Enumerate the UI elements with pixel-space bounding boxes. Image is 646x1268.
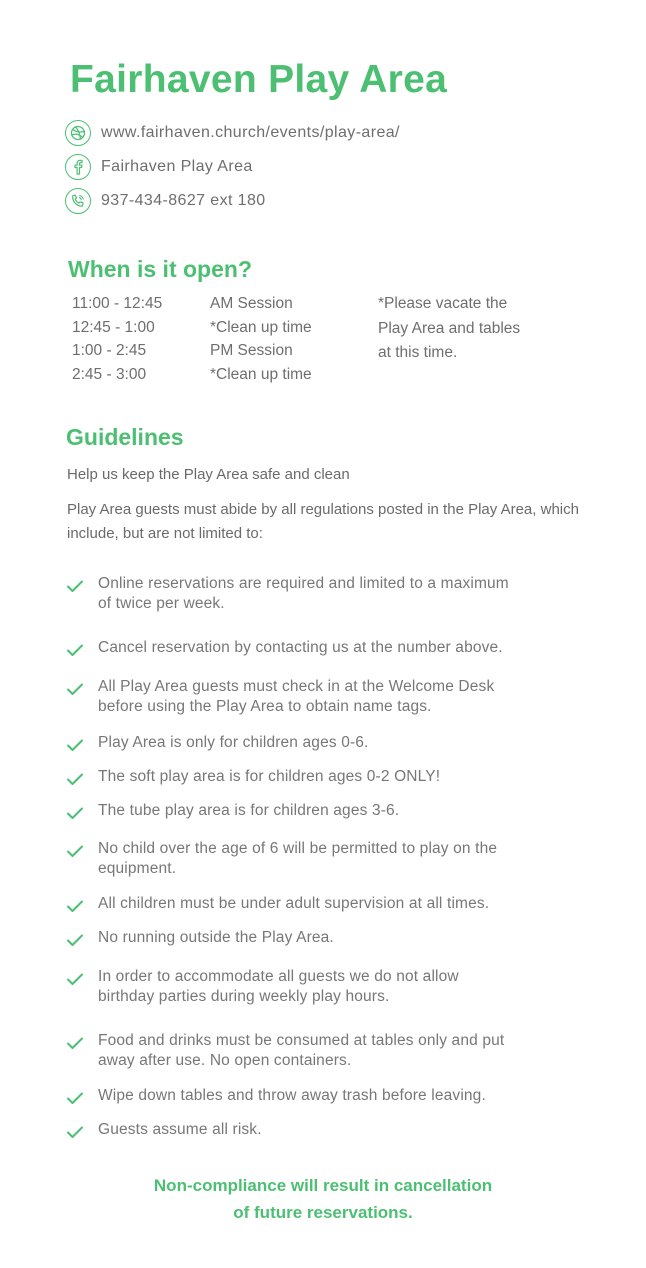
guideline-item <box>66 801 596 821</box>
facebook-link[interactable]: Fairhaven Play Area <box>101 158 253 175</box>
contact-info <box>65 116 400 218</box>
phone-row[interactable] <box>65 184 400 218</box>
compliance-notice <box>0 1172 646 1226</box>
guideline-item <box>66 638 596 658</box>
guideline-text <box>98 1031 504 1071</box>
hours-heading: When is it open? <box>68 256 252 282</box>
guideline-text <box>98 928 334 948</box>
guideline-line: The soft play area is for children ages 0-2 ONLY! <box>98 768 441 785</box>
hours-time: 12:45 - 1:00 <box>72 318 155 336</box>
guideline-item <box>66 928 596 948</box>
check-icon <box>66 1036 84 1050</box>
guideline-item <box>66 894 596 914</box>
hours-label: *Clean up time <box>210 365 312 383</box>
guideline-item <box>66 574 596 614</box>
guideline-text <box>98 733 369 753</box>
check-icon <box>66 806 84 820</box>
guideline-text <box>98 967 459 1007</box>
guideline-item <box>66 767 596 787</box>
guideline-line: Food and drinks must be consumed at tables only and put <box>98 1032 505 1049</box>
hours-label: AM Session <box>210 295 293 312</box>
check-icon <box>66 1125 84 1139</box>
check-icon <box>66 844 84 858</box>
guideline-line: All Play Area guests must check in at the Welcome Desk <box>98 678 495 695</box>
guideline-text <box>98 1120 262 1140</box>
hours-label: *Clean up time <box>210 318 312 336</box>
hours-note-line: Play Area and tables <box>378 319 521 337</box>
guideline-line: In order to accommodate all guests we do not allow <box>98 968 459 985</box>
guideline-line: Guests assume all risk. <box>98 1121 262 1138</box>
guideline-line: No child over the age of 6 will be permitted to play on the <box>98 840 498 857</box>
check-icon <box>66 738 84 752</box>
guideline-text <box>98 1086 486 1106</box>
guideline-item <box>66 839 596 879</box>
guideline-line: Play Area is only for children ages 0-6. <box>98 734 369 751</box>
guideline-text <box>98 638 503 658</box>
guideline-text <box>98 574 509 614</box>
guideline-line: away after use. No open containers. <box>98 1052 352 1069</box>
guideline-item <box>66 1120 596 1140</box>
guideline-line: equipment. <box>98 860 177 877</box>
compliance-line: of future reservations. <box>233 1203 413 1222</box>
hours-time: 2:45 - 3:00 <box>72 365 147 383</box>
check-icon <box>66 772 84 786</box>
guideline-line: No running outside the Play Area. <box>98 929 334 946</box>
globe-icon <box>65 120 91 146</box>
guideline-line: birthday parties during weekly play hours. <box>98 988 390 1005</box>
website-row[interactable] <box>65 116 400 150</box>
guideline-text <box>98 677 494 717</box>
guideline-item <box>66 677 596 717</box>
guideline-text <box>98 839 497 879</box>
guideline-line: of twice per week. <box>98 595 225 612</box>
guideline-text <box>98 767 440 787</box>
check-icon <box>66 682 84 696</box>
guideline-line: before using the Play Area to obtain name tags. <box>98 698 432 715</box>
hours-note-line: at this time. <box>378 344 458 361</box>
guidelines-intro: Help us keep the Play Area safe and clean <box>67 466 350 483</box>
page-title: Fairhaven Play Area <box>70 58 448 101</box>
check-icon <box>66 933 84 947</box>
guideline-line: Cancel reservation by contacting us at the number above. <box>98 639 503 656</box>
facebook-row[interactable] <box>65 150 400 184</box>
guideline-item <box>66 1031 596 1071</box>
hours-note <box>378 292 568 366</box>
hours-note-line: *Please vacate the <box>378 295 508 312</box>
hours-label: PM Session <box>210 342 293 359</box>
website-link[interactable]: www.fairhaven.church/events/play-area/ <box>101 124 400 141</box>
phone-number[interactable]: 937-434-8627 ext 180 <box>101 192 266 209</box>
hours-time: 11:00 - 12:45 <box>72 295 163 312</box>
guideline-item <box>66 967 596 1007</box>
guideline-text <box>98 801 399 821</box>
phone-icon <box>65 188 91 214</box>
guideline-text <box>98 894 489 914</box>
guidelines-heading: Guidelines <box>66 424 184 450</box>
check-icon <box>66 579 84 593</box>
guideline-line: Wipe down tables and throw away trash before leaving. <box>98 1087 486 1104</box>
check-icon <box>66 1091 84 1105</box>
guideline-line: Online reservations are required and limited to a maximum <box>98 575 509 592</box>
check-icon <box>66 972 84 986</box>
guideline-item <box>66 733 596 753</box>
facebook-icon <box>65 154 91 180</box>
guideline-line: The tube play area is for children ages 3-6. <box>98 802 400 819</box>
compliance-line: Non-compliance will result in cancellation <box>153 1176 493 1195</box>
guideline-item <box>66 1086 596 1106</box>
check-icon <box>66 643 84 657</box>
hours-time: 1:00 - 2:45 <box>72 342 147 359</box>
guidelines-intro-detail: Play Area guests must abide by all regulations posted in the Play Area, which include, but are not limited to: <box>67 501 579 542</box>
guideline-line: All children must be under adult supervision at all times. <box>98 895 490 912</box>
check-icon <box>66 899 84 913</box>
